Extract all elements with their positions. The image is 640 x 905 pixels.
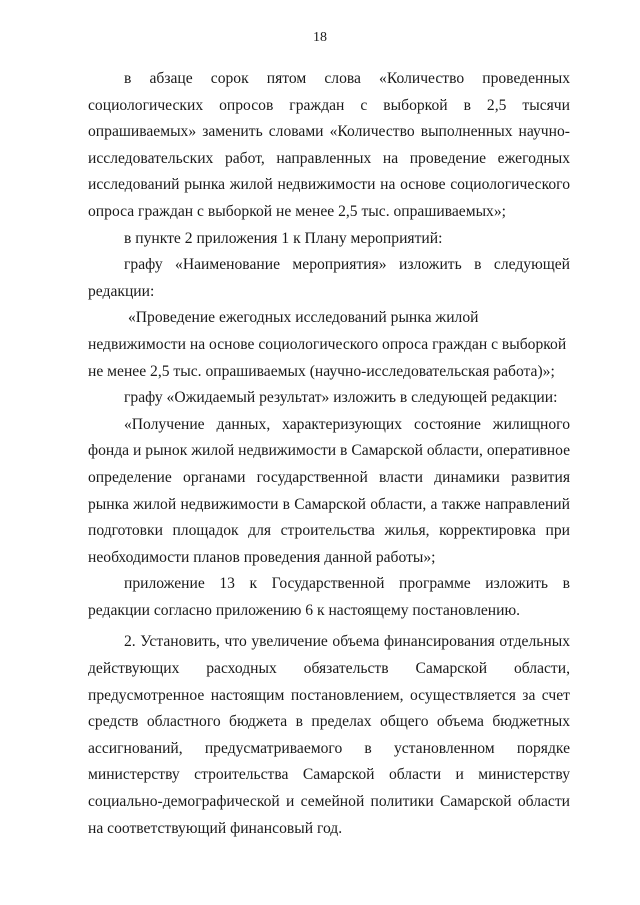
paragraph-expected-result-text: «Получение данных, характеризующих состояние жилищного фонда и рынок жилой недвижимости в Самарской области, оперативное определение органами государственной власти динамики развития рынка жилой недвижимости в Самарской области, а также направлений подготовки площадок для строительства жилья, корректировка при необходимости планов проведения данной работы»; (88, 415, 570, 566)
paragraph-appendix-13: приложение 13 к Государственной программе изложить в редакции согласно приложению 6 к настоящему постановлению. (88, 575, 570, 619)
page-number: 18 (313, 30, 327, 45)
paragraph-appendix-point: в пункте 2 приложения 1 к Плану мероприятий: (124, 229, 443, 247)
paragraph-column-name: графу «Наименование мероприятия» изложить в следующей редакции: (88, 256, 570, 300)
document-body (88, 66, 570, 842)
paragraph-event-name-text: «Проведение ежегодных исследований рынка жилой недвижимости на основе социологического опроса граждан с выборкой не менее 2,5 тыс. опрашиваемых (научно-исследовательская работа)»; (88, 309, 567, 380)
paragraph-column-result: графу «Ожидаемый результат» изложить в следующей редакции: (124, 389, 558, 407)
paragraph-replace-indicator: в абзаце сорок пятом слова «Количество проведенных социологических опросов граждан с выборкой в 2,5 тысячи опрашиваемых» заменить словами «Количество выполненных научно-исследовательских работ, направленных на проведение ежегодных исследований рынка жилой недвижимости на основе социологического опроса граждан с выборкой не менее 2,5 тыс. опрашиваемых»; (88, 70, 570, 220)
paragraph-item-2-financing: 2. Установить, что увеличение объема финансирования отдельных действующих расходных обязательств Самарской области, предусмотренное настоящим постановлением, осуществляется за счет средств областного бюджета в пределах общего объема бюджетных ассигнований, предусматриваемого в установленном порядке министерству строительства Самарской области и министерству социально-демографической и семейной политики Самарской области на соответствующий финансовый год. (88, 633, 570, 837)
